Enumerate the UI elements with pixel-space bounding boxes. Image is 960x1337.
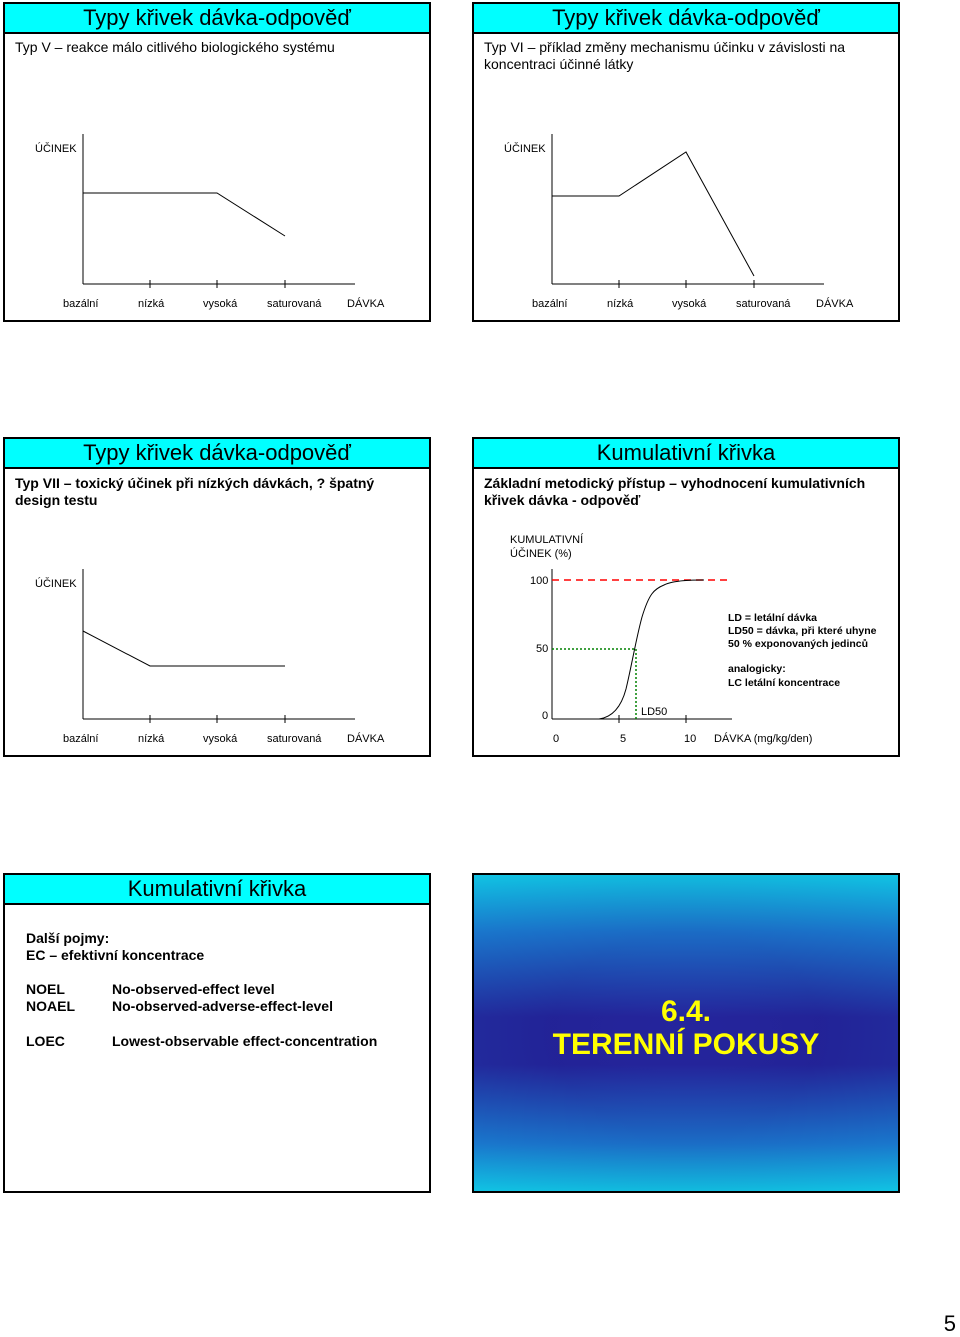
section-number: 6.4. (660, 995, 712, 1028)
x-label: nízká (138, 733, 165, 745)
x-tick-label: 5 (620, 733, 627, 745)
y-tick-label: 100 (530, 575, 549, 587)
slide-title: Kumulativní křivka (474, 439, 898, 469)
chart-typ-vii (5, 439, 431, 757)
intro-line: EC – efektivní koncentrace (26, 947, 205, 963)
x-axis-title: DÁVKA (816, 298, 854, 310)
slide-subtitle: Typ VI – příklad změny mechanismu účinku v závislosti na koncentraci účinné látky (484, 39, 846, 72)
slide-subtitle: Typ V – reakce málo citlivého biologického systému (15, 39, 335, 55)
sigmoid-curve (599, 580, 704, 719)
slide-terenni-pokusy (472, 873, 900, 1193)
x-label: saturovaná (736, 298, 791, 310)
x-label: vysoká (672, 298, 707, 310)
slide-typ-v (3, 2, 431, 322)
y-axis-label: ÚČINEK (504, 143, 546, 155)
x-axis-title: DÁVKA (347, 733, 385, 745)
y-axis-label: ÚČINEK (35, 578, 77, 590)
x-tick-label: 10 (684, 733, 697, 745)
x-label: bazální (63, 733, 99, 745)
x-label: vysoká (203, 733, 238, 745)
slide-kumulativni-krivka (472, 437, 900, 757)
chart-cumulative (474, 439, 900, 757)
note-ld50-cont: 50 % exponovaných jedinců (728, 638, 869, 650)
chart-typ-vi (474, 4, 900, 322)
ld50-label: LD50 (641, 706, 668, 718)
term-abbr: LOEC (26, 1033, 65, 1049)
slide-typ-vii (3, 437, 431, 757)
x-label: nízká (138, 298, 165, 310)
term-desc: No-observed-adverse-effect-level (112, 998, 333, 1014)
y-tick-label: 0 (542, 710, 549, 722)
x-label: vysoká (203, 298, 238, 310)
x-label: nízká (607, 298, 634, 310)
x-label: bazální (532, 298, 568, 310)
series-line (83, 631, 285, 666)
term-desc: Lowest-observable effect-concentration (112, 1033, 378, 1049)
chart-typ-v (5, 4, 431, 322)
x-axis-title: DÁVKA (mg/kg/den) (714, 733, 813, 745)
note-ld: LD = letální dávka (728, 612, 817, 624)
term-abbr: NOAEL (26, 998, 75, 1014)
term-desc: No-observed-effect level (112, 981, 275, 997)
slide-dalsi-pojmy (3, 873, 431, 1193)
slide-typ-vi (472, 2, 900, 322)
x-tick-label: 0 (553, 733, 560, 745)
intro-line: Další pojmy: (26, 930, 110, 946)
slide-title: Typy křivek dávka-odpověď (5, 4, 429, 34)
term-abbr: NOEL (26, 981, 65, 997)
y-tick-label: 50 (536, 643, 549, 655)
slide-title: Typy křivek dávka-odpověď (5, 439, 429, 469)
note-lc: LC letální koncentrace (728, 677, 841, 689)
y-axis-label: KUMULATIVNÍ (510, 534, 584, 546)
y-axis-label: ÚČINEK (35, 143, 77, 155)
page-number: 5 (943, 1311, 956, 1336)
note-ld50: LD50 = dávka, při které uhyne (728, 625, 877, 637)
x-label: bazální (63, 298, 99, 310)
y-axis-label: ÚČINEK (%) (510, 548, 572, 560)
x-axis-title: DÁVKA (347, 298, 385, 310)
series-line (83, 193, 285, 236)
slide-title: Typy křivek dávka-odpověď (474, 4, 898, 34)
x-label: saturovaná (267, 298, 322, 310)
slide-subtitle: Typ VII – toxický účinek při nízkých dávkách, ? špatný design testu (15, 475, 375, 508)
x-label: saturovaná (267, 733, 322, 745)
slide-title: Kumulativní křivka (5, 875, 429, 905)
section-title: TERENNÍ POKUSY (552, 1028, 820, 1061)
series-line (552, 152, 754, 276)
note-analog: analogicky: (728, 663, 786, 675)
slide-subtitle: Základní metodický přístup – vyhodnocení kumulativních křivek dávka - odpověď (484, 475, 866, 508)
